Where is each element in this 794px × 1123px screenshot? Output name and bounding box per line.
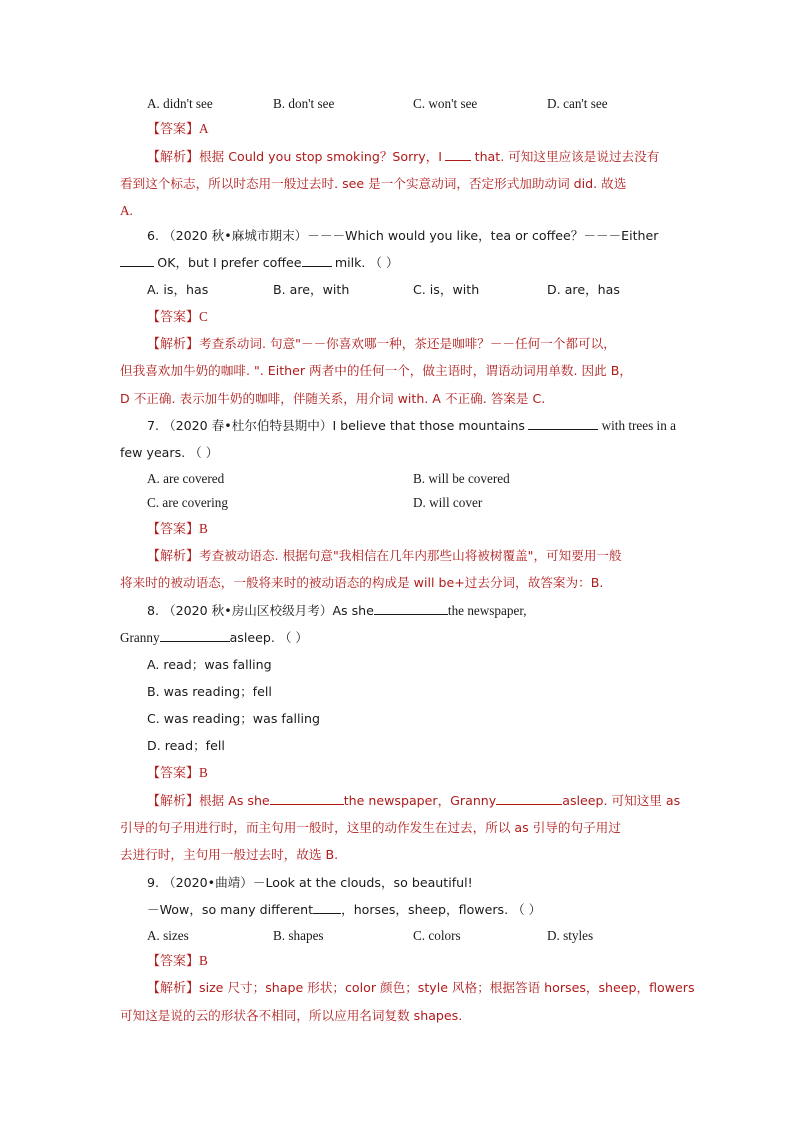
q5-option-d: D. can't see (547, 96, 608, 111)
answer-blank (120, 254, 154, 267)
answer-label: 【答案】 (147, 766, 200, 781)
q9-option-b: B. shapes (273, 928, 324, 943)
q5-analysis-line-3: A. (120, 203, 133, 218)
answer-blank (528, 417, 598, 430)
answer-blank (374, 602, 448, 615)
q8-analysis-line-2: 引导的句子用进行时，而主句用一般时，这里的动作发生在过去，所以 as 引导的句子用过 (120, 820, 621, 835)
q6-analysis-line-3: D 不正确. 表示加牛奶的咖啡，伴随关系，用介词 with. A 不正确. 答案是 C. (120, 391, 546, 406)
q9-answer (147, 952, 208, 971)
q5-option-c: C. won't see (413, 96, 478, 111)
q8-stem-line-2: Granny asleep. （ ） (120, 630, 309, 645)
q6-option-c: C. is，with (413, 282, 480, 297)
analysis-label: 【解析】 (147, 150, 200, 165)
q5-analysis-line-2: 看到这个标志，所以时态用一般过去时. see 是一个实意动词，否定形式加助动词 did. 故选 (120, 176, 627, 191)
answer-value: B (199, 521, 208, 536)
answer-blank (160, 629, 230, 642)
answer-blank (313, 901, 341, 914)
q6-stem-line-2: OK，but I prefer coffee milk. （ ） (120, 254, 399, 272)
q8-answer (147, 764, 208, 783)
q7-option-c: C. are covering (147, 495, 228, 510)
q8-option-c: C. was reading；was falling (147, 711, 321, 726)
answer-value: C (199, 309, 208, 324)
q7-analysis-line-2: 将来时的被动语态，一般将来时的被动语态的构成是 will be+过去分词，故答案为：B. (120, 575, 604, 590)
q8-stem-line-1: 8. （2020 秋•房山区校级月考）As she the newspaper, (147, 603, 527, 618)
q7-answer (147, 520, 208, 539)
q7-stem-line-2: few years. （ ） (120, 445, 219, 460)
q6-option-b: B. are，with (273, 282, 350, 297)
q6-analysis-line-2: 但我喜欢加牛奶的咖啡. ". Either 两者中的任何一个，做主语时，谓语动词用单数. 因此 B， (120, 363, 632, 378)
answer-blank (496, 792, 562, 805)
analysis-label: 【解析】 (147, 794, 200, 809)
answer-label: 【答案】 (147, 522, 200, 537)
q9-analysis-line-2: 可知这是说的云的形状各不相同，所以应用名词复数 shapes. (120, 1008, 463, 1023)
answer-value: B (199, 765, 208, 780)
answer-value: B (199, 953, 208, 968)
q7-option-d: D. will cover (413, 495, 483, 510)
analysis-label: 【解析】 (147, 981, 200, 996)
q6-stem-line-1: 6. （2020 秋•麻城市期末）－－－Which would you like，tea or coffee？－－－Either (147, 228, 659, 243)
q9-analysis-line-1: 【解析】size 尺寸；shape 形状；color 颜色；style 风格；根据答语 horses，sheep，flowers (147, 980, 695, 996)
answer-blank (270, 792, 344, 805)
q7-option-b: B. will be covered (413, 471, 510, 486)
answer-label: 【答案】 (147, 122, 200, 137)
q5-answer (147, 120, 209, 139)
q8-option-d: D. read；fell (147, 738, 225, 753)
q5-analysis-line-1: 【解析】根据 Could you stop smoking？Sorry，I that. 可知这里应该是说过去没有 (147, 149, 660, 165)
q9-stem-line-2: －Wow，so many different ，horses，sheep，flowers. （ ） (147, 902, 542, 917)
q6-analysis-line-1: 【解析】考查系动词. 句意"－－你喜欢哪一种，茶还是咖啡？－－任何一个都可以， (147, 336, 616, 352)
answer-value: A (199, 121, 209, 136)
q7-stem-line-1: 7. （2020 春•杜尔伯特县期中）I believe that those mountains with trees in a (147, 418, 676, 433)
q6-option-a: A. is，has (147, 282, 209, 297)
analysis-label: 【解析】 (147, 549, 200, 564)
q9-option-c: C. colors (413, 928, 461, 943)
q9-stem-line-1: 9. （2020•曲靖）－Look at the clouds，so beautiful! (147, 875, 473, 890)
q8-option-b: B. was reading；fell (147, 684, 272, 699)
q6-answer (147, 308, 208, 327)
q6-option-d: D. are，has (547, 282, 620, 297)
q8-option-a: A. read；was falling (147, 657, 272, 672)
answer-blank (445, 148, 471, 161)
q7-option-a: A. are covered (147, 471, 225, 486)
analysis-label: 【解析】 (147, 337, 200, 352)
answer-blank (302, 254, 332, 267)
q5-option-a: A. didn't see (147, 96, 213, 111)
answer-label: 【答案】 (147, 954, 200, 969)
q9-option-d: D. styles (547, 928, 594, 943)
q8-analysis-line-3: 去进行时，主句用一般过去时，故选 B. (120, 847, 339, 862)
q7-analysis-line-1: 【解析】考查被动语态. 根据句意"我相信在几年内那些山将被树覆盖"，可知要用一般 (147, 548, 622, 564)
q9-option-a: A. sizes (147, 928, 189, 943)
answer-label: 【答案】 (147, 310, 200, 325)
q8-analysis-line-1: 【解析】根据 As she the newspaper，Granny asleep. 可知这里 as (147, 793, 681, 809)
q5-option-b: B. don't see (273, 96, 335, 111)
